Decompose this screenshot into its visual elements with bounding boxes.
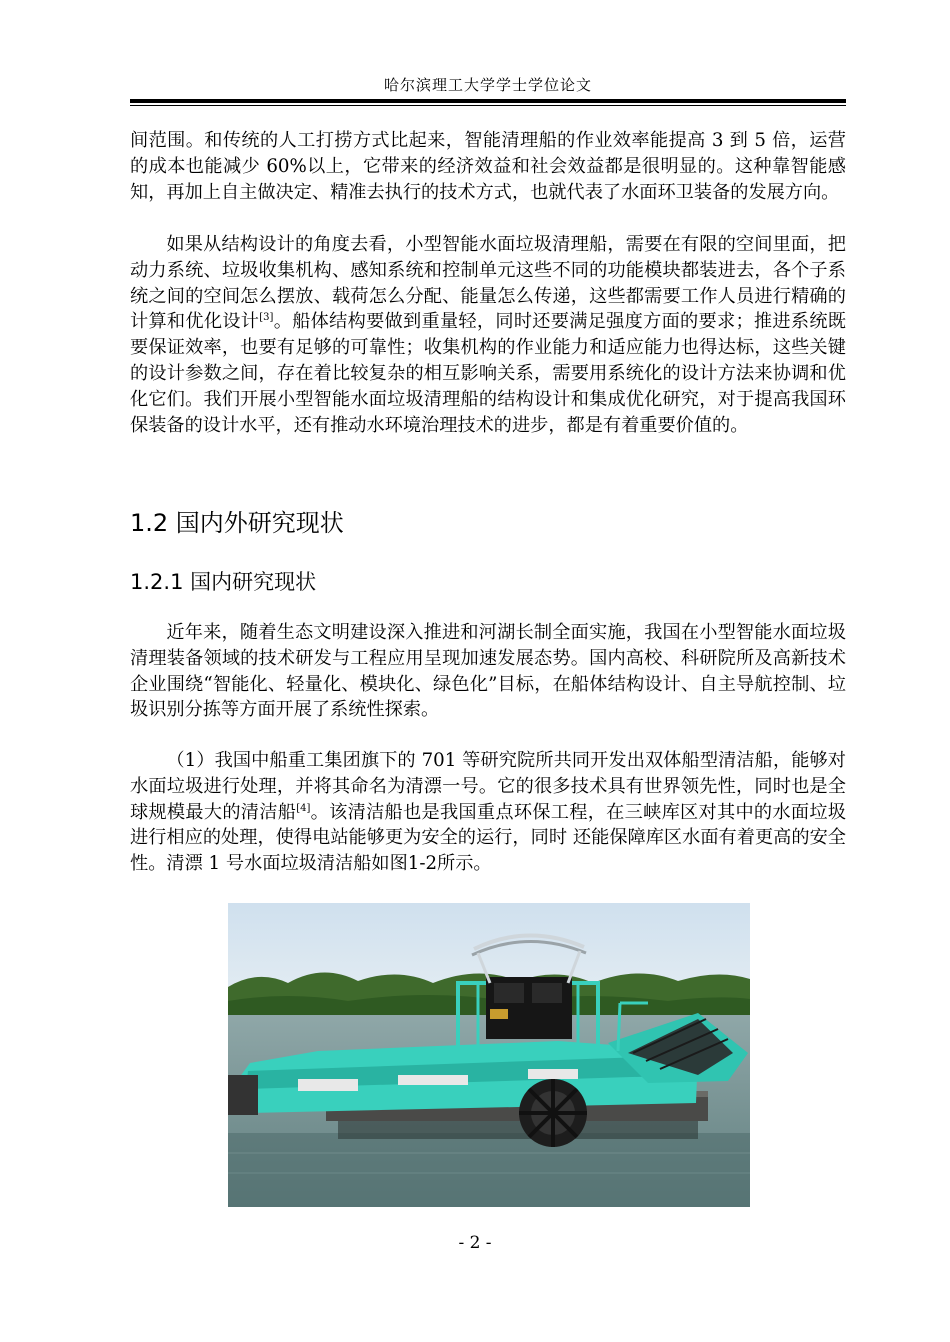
paragraph-2: [130, 232, 846, 438]
boat-photo-illustration: [228, 903, 750, 1207]
paragraph-3-text: 近年来，随着生态文明建设深入推进和河湖长制全面实施，我国在小型智能水面垃圾清理装备领域的技术研发与工程应用呈现加速发展态势。国内高校、科研院所及高新技术企业围绕“智能化、轻量化、模块化、绿色化”目标，在船体结构设计、自主导航控制、垃圾识别分拣等方面开展了系统性探索。: [130, 622, 846, 721]
paragraph-4-text-a: （1）我国中船重工集团旗下的 701 等研究院所共同开发出双体船型清洁船，能够对水面垃圾进行处理，并将其命名为清漂一号。它的很多技术具有世界领先性，同时也是全球规模最大的清洁船: [130, 750, 846, 823]
boat-photo: [228, 903, 750, 1207]
paragraph-1-text: 间范围。和传统的人工打捞方式比起来，智能清理船的作业效率能提高 3 到 5 倍，运营的成本也能减少 60%以上，它带来的经济效益和社会效益都是很明显的。这种靠智能感知，再加上自主做决定、精准去执行的技术方式，也就代表了水面环卫装备的发展方向。: [130, 130, 846, 203]
paragraph-2-text-b: 。船体结构要做到重量轻，同时还要满足强度方面的要求；推进系统既要保证效率，也要有足够的可靠性；收集机构的作业能力和适应能力也得达标，这些关键的设计参数之间，存在着比较复杂的相互影响关系，需要用系统化的设计方法来协调和优化它们。我们开展小型智能水面垃圾清理船的结构设计和集成优化研究，对于提高我国环保装备的设计水平，还有推动水环境治理技术的进步，都是有着重要价值的。: [130, 311, 846, 436]
paragraph-4: [130, 748, 846, 877]
subsection-heading: 1.2.1 国内研究现状: [130, 570, 317, 594]
citation-3: [3]: [259, 312, 274, 324]
page-number: - 2 -: [458, 1233, 492, 1253]
header-rule-thick: [130, 99, 846, 103]
paragraph-2-text-a: 如果从结构设计的角度去看，小型智能水面垃圾清理船，需要在有限的空间里面，把动力系统、垃圾收集机构、感知系统和控制单元这些不同的功能模块都装进去，各个子系统之间的空间怎么摆放、载荷怎么分配、能量怎么传递，这些都需要工作人员进行精确的计算和优化设计: [130, 234, 846, 333]
section-heading: 1.2 国内外研究现状: [130, 509, 344, 537]
paragraph-1: [130, 128, 846, 205]
running-header: 哈尔滨理工大学学士学位论文: [383, 76, 592, 94]
paragraph-4-text-b: 。该清洁船也是我国重点环保工程，在三峡库区对其中的水面垃圾进行相应的处理，使得电站能够更为安全的运行，同时 还能保障库区水面有着更高的安全性。清漂 1 号水面垃圾清洁船如图1-2所示。: [130, 801, 846, 875]
citation-4: [4]: [296, 802, 311, 814]
header-rule-thin: [130, 105, 846, 106]
paragraph-3: [130, 620, 846, 723]
